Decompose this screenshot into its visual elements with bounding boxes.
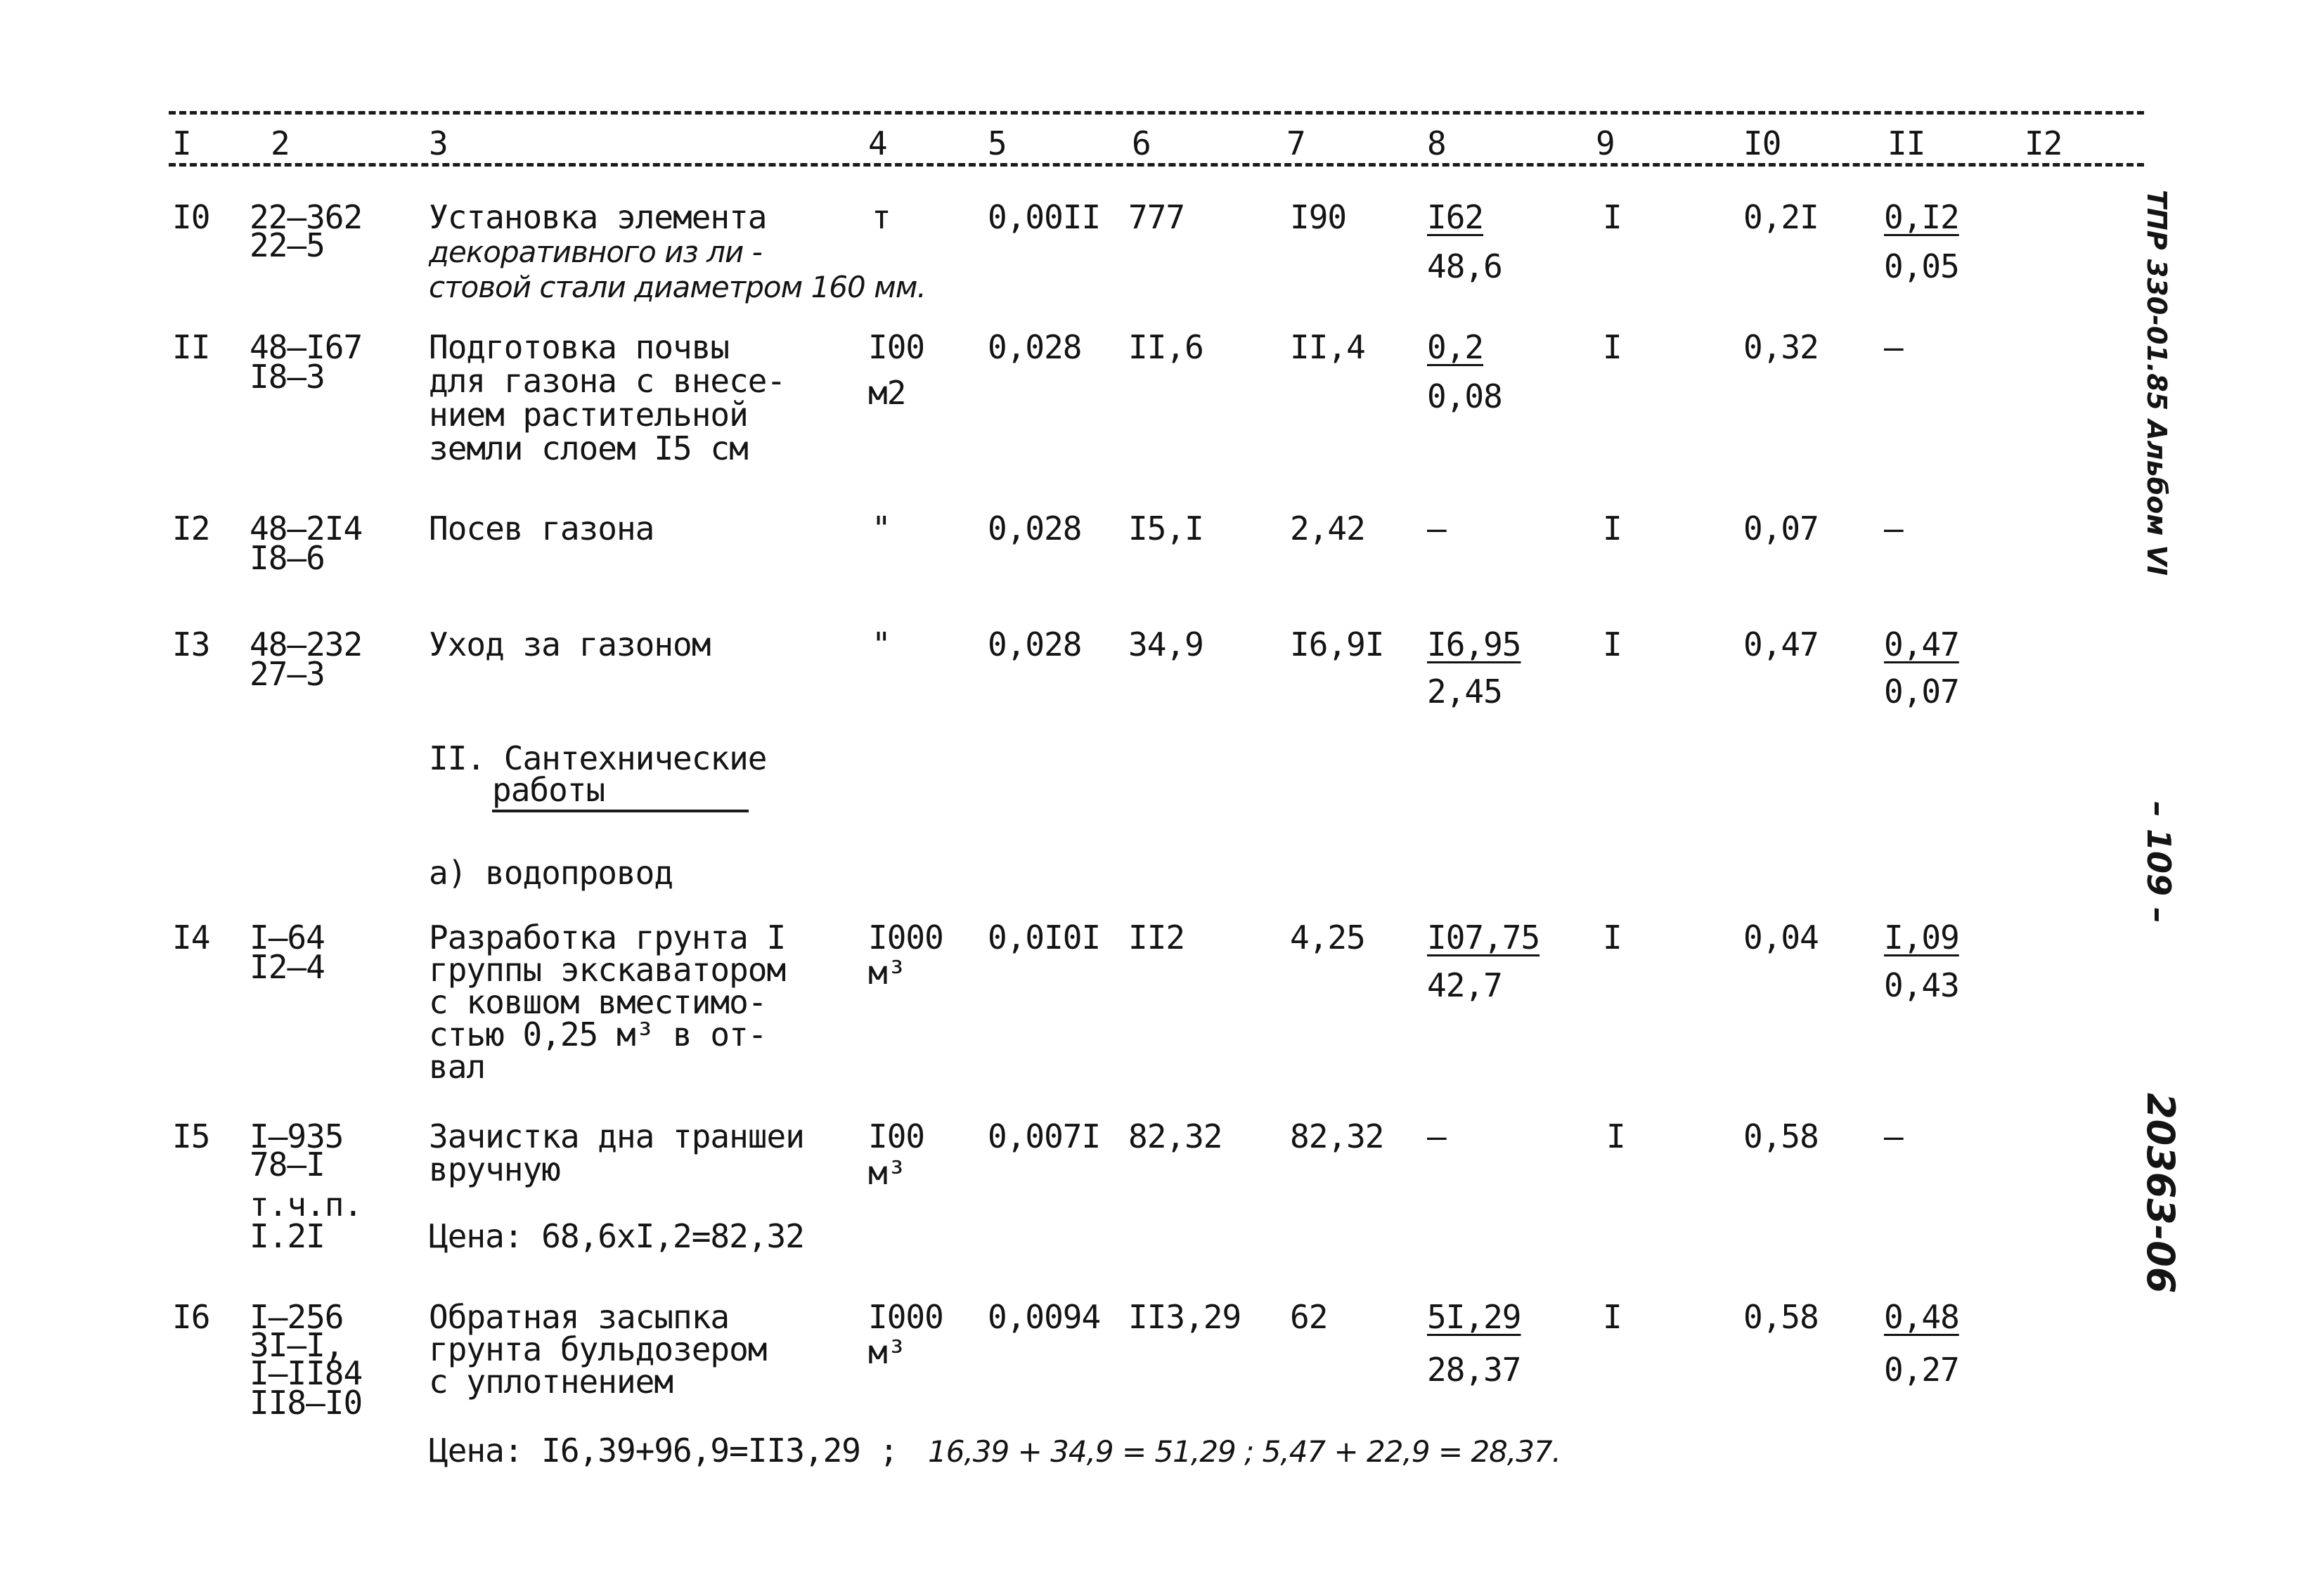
row-col8-bottom: 0,08 [1427,377,1502,415]
row-col10: 0,2I [1743,198,1819,236]
subsection-title: а) водопровод [429,854,673,892]
row-col9: I [1603,1298,1622,1336]
row-code: 3I–I, [250,1326,344,1364]
col-header-5: 5 [988,124,1007,162]
row-code: II8–I0 [250,1384,363,1422]
row-description: Посев газона [429,510,654,547]
row-col8-top: I6,95 [1427,625,1521,663]
row-code: 48–I67 [250,328,363,366]
row-col8-top: 0,2 [1427,328,1484,366]
col-header-12: I2 [2025,124,2062,162]
row-code: 22–362 [250,198,363,236]
row-number: I6 [172,1298,210,1336]
col-header-9: 9 [1596,124,1615,162]
row-description: земли слоем I5 см [429,429,748,467]
col-header-1: I [172,124,191,162]
row-description: Обратная засыпка [429,1298,730,1336]
row-col10: 0,58 [1743,1298,1819,1336]
row-description: Разработка грунта I [429,919,786,956]
col-header-11: II [1887,124,1925,162]
row-col7: I6,9I [1290,625,1384,663]
row-col7: 82,32 [1290,1117,1384,1155]
row-description: с ковшом вместимо- [429,983,767,1021]
row-col9: I [1603,625,1622,663]
row-code: 22–5 [250,226,325,264]
row-col7: II,4 [1290,328,1365,366]
row-col10: 0,47 [1743,625,1819,663]
row-col11-top: 0,48 [1884,1298,1959,1336]
row-code: I–64 [250,919,325,956]
row-number: II [172,328,210,366]
row-price-note: Цена: 68,6хI,2=82,32 [429,1217,804,1255]
row-col9: I [1603,510,1622,547]
row-col5: 0,0094 [988,1298,1101,1336]
row-code: I–256 [250,1298,344,1336]
row-col8-top: I07,75 [1427,919,1540,956]
row-col9: I [1603,198,1622,236]
row-unit: м³ [868,1154,906,1192]
row-col6: II,6 [1128,328,1203,366]
row-unit: I000 [868,1298,943,1336]
row-col8-bottom: 2,45 [1427,673,1502,710]
row-col9: I [1603,328,1622,366]
col-header-4: 4 [868,124,887,162]
row-description: Подготовка почвы [429,328,730,366]
row-col10: 0,58 [1743,1117,1819,1155]
row-col11-bottom: 0,27 [1884,1351,1959,1389]
row-description: для газона с внесе- [429,362,786,400]
row-unit: I00 [868,1117,925,1155]
margin-document-code: 20363-06 [2138,1093,2183,1294]
row-description: Установка элемента [429,198,767,236]
row-description: грунта бульдозером [429,1330,767,1368]
row-col11-bottom: 0,07 [1884,673,1959,710]
col-header-3: 3 [429,124,448,162]
row-col8-top: – [1427,1117,1446,1155]
row-col6: 777 [1128,198,1185,236]
row-col7: 2,42 [1290,510,1365,547]
row-col11-top: 0,47 [1884,625,1959,663]
row-col10: 0,32 [1743,328,1819,366]
price-note-handwritten: 16,39 + 34,9 = 51,29 ; 5,47 + 22,9 = 28,37. [928,1434,1561,1469]
row-col10: 0,04 [1743,919,1819,956]
row-code: I8–3 [250,358,325,396]
row-code: I.2I [250,1217,325,1255]
row-col6: II3,29 [1128,1298,1241,1336]
row-code: 78–I [250,1146,325,1183]
row-col7: 62 [1290,1298,1328,1336]
row-code: I8–6 [250,539,325,577]
row-col5: 0,00II [988,198,1101,236]
row-col6: 82,32 [1128,1117,1222,1155]
row-code: I2–4 [250,948,325,986]
row-unit: " [872,625,891,663]
row-col6: I5,I [1128,510,1203,547]
row-col11-bottom: 0,43 [1884,966,1959,1004]
col-header-7: 7 [1286,124,1305,162]
row-col6: II2 [1128,919,1185,956]
row-col5: 0,0I0I [988,919,1101,956]
row-code: т.ч.п. [250,1186,363,1224]
row-col11-top: 0,I2 [1884,198,1959,236]
row-col8-top: I62 [1427,198,1484,236]
row-number: I2 [172,510,210,547]
row-col7: 4,25 [1290,919,1365,956]
row-col8-top: 5I,29 [1427,1298,1521,1336]
row-unit: " [872,510,891,547]
row-col11-top: – [1884,510,1903,547]
row-unit: м³ [868,954,906,992]
row-unit: м³ [868,1333,906,1371]
header-top-rule [169,111,2144,115]
row-description: нием растительной [429,396,748,434]
row-col8-bottom: 42,7 [1427,966,1502,1004]
row-col11-bottom: 0,05 [1884,247,1959,285]
row-col8-bottom: 48,6 [1427,247,1502,285]
row-unit: т [872,198,891,236]
col-header-8: 8 [1427,124,1446,162]
row-number: I3 [172,625,210,663]
row-code: I–II84 [250,1354,363,1392]
row-number: I5 [172,1117,210,1155]
row-col8-top: – [1427,510,1446,547]
row-col10: 0,07 [1743,510,1819,547]
row-col5: 0,028 [988,510,1082,547]
row-col11-top: – [1884,328,1903,366]
row-col7: I90 [1290,198,1347,236]
row-description: группы экскаватором [429,951,786,989]
row-code: 48–232 [250,625,363,663]
row-code: 27–3 [250,655,325,693]
row-code: 48–2I4 [250,510,363,547]
row-number: I0 [172,198,210,236]
col-header-2: 2 [271,124,290,162]
price-note-typed: Цена: I6,39+96,9=II3,29 ; [429,1432,898,1469]
row-unit: м2 [868,374,906,412]
row-col5: 0,028 [988,328,1082,366]
section-title: II. Сантехнические [429,739,767,777]
section-title-continued: работы [492,771,605,809]
row-description: вал [429,1048,486,1086]
section-title-underline [492,810,749,812]
row-col5: 0,007I [988,1117,1101,1155]
row-number: I4 [172,919,210,956]
row-description-handwritten: декоративного из ли - [429,235,762,269]
row-col9: I [1606,1117,1625,1155]
col-header-10: I0 [1743,124,1781,162]
row-col6: 34,9 [1128,625,1203,663]
row-col9: I [1603,919,1622,956]
row-code: I–935 [250,1117,344,1155]
row-description: Зачистка дна траншеи [429,1117,804,1155]
col-header-6: 6 [1132,124,1151,162]
row-col11-top: I,09 [1884,919,1959,956]
row-unit: I00 [868,328,925,366]
row-description-handwritten: стовой стали диаметром 160 мм. [429,270,926,304]
margin-album-label: ТПР 330-01.85 Альбом VI [2141,190,2172,576]
row-description: стью 0,25 м³ в от- [429,1015,767,1053]
margin-page-number: – 109 – [2140,801,2178,924]
row-unit: I000 [868,919,943,956]
row-col11-top: – [1884,1117,1903,1155]
row-col8-bottom: 28,37 [1427,1351,1521,1389]
row-col5: 0,028 [988,625,1082,663]
row-description: Уход за газоном [429,625,711,663]
row-description: с уплотнением [429,1363,673,1401]
header-bottom-rule [169,163,2144,167]
row-description: вручную [429,1150,560,1188]
